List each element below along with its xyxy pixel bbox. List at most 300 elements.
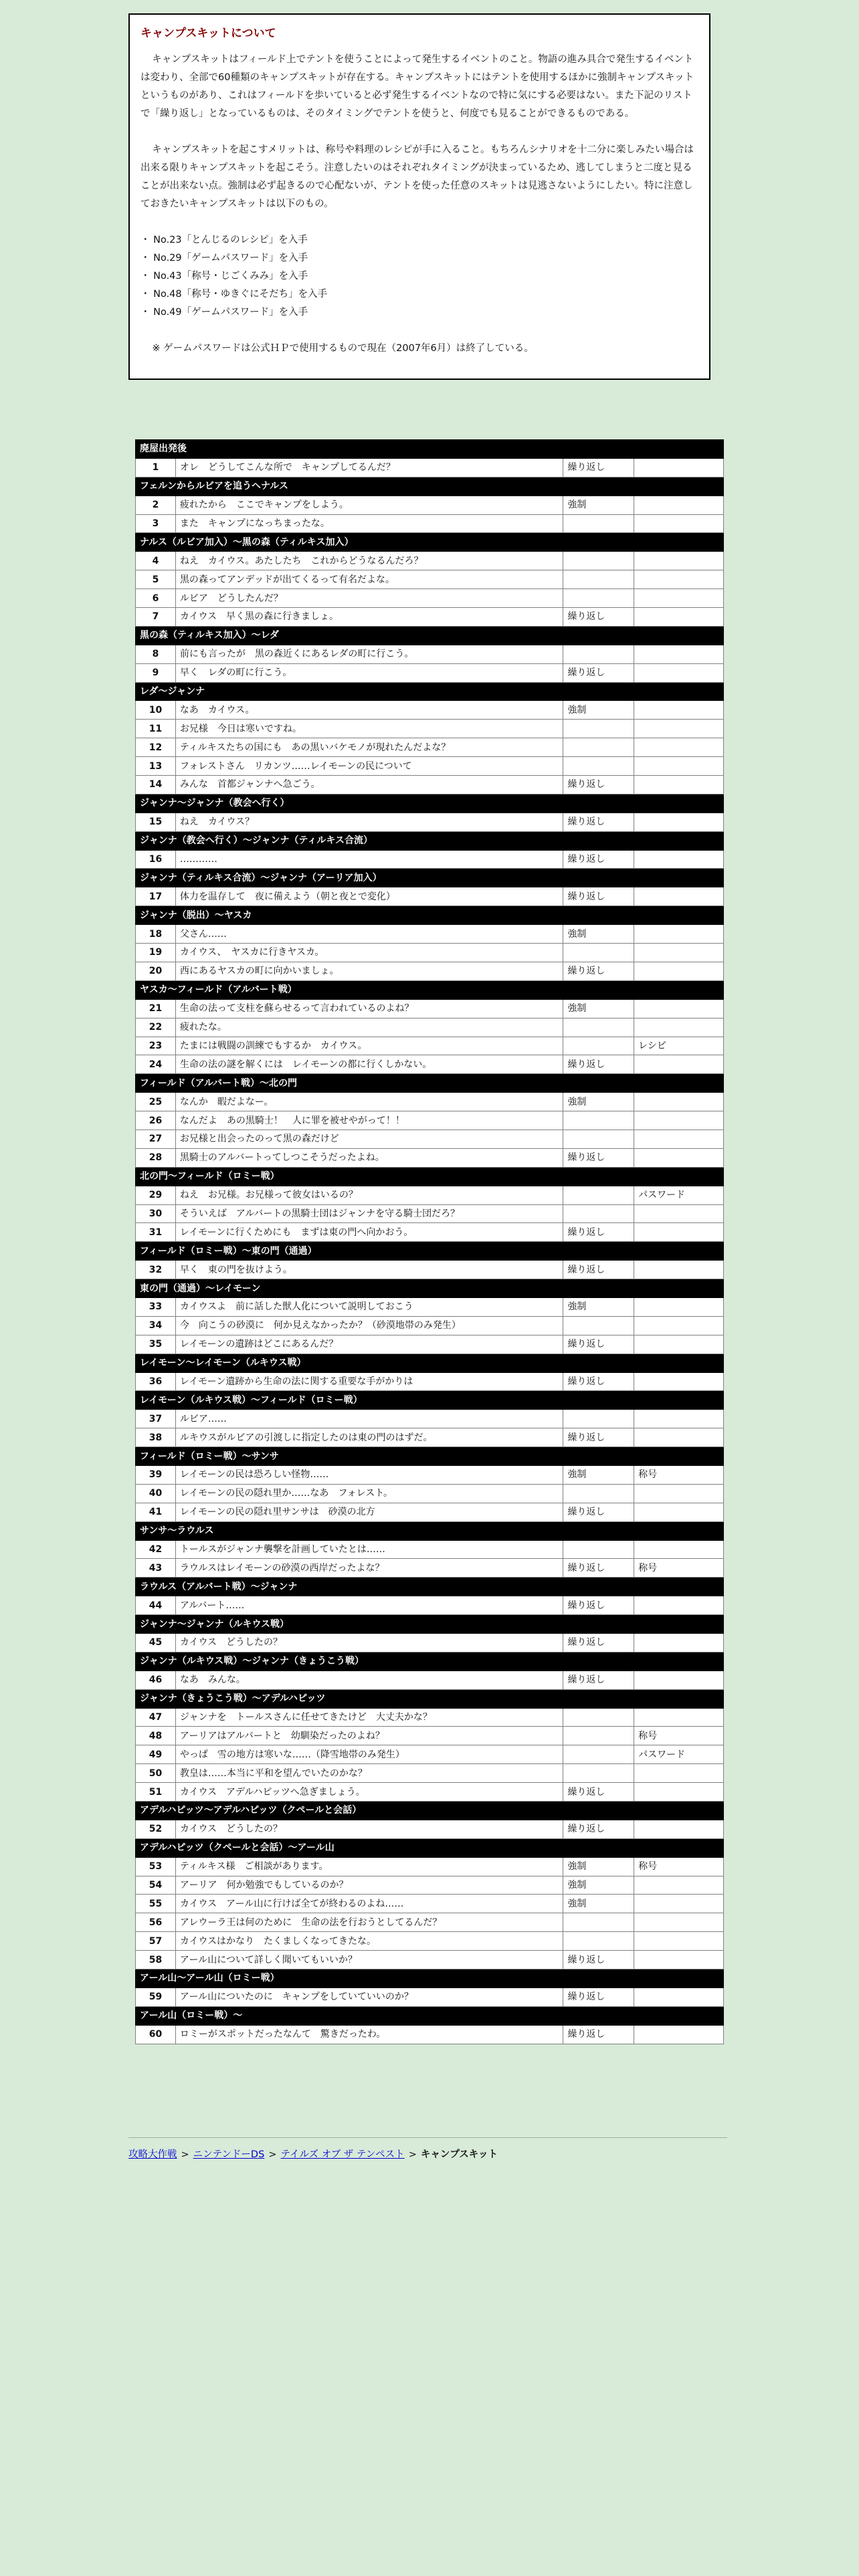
skit-type: 繰り返し [563,1820,634,1838]
skit-title: お兄様 今日は寒いですね。 [175,720,563,738]
skit-number: 20 [136,962,176,980]
skit-reward: 称号 [634,1857,724,1876]
info-title: キャンプスキットについて [140,27,276,40]
table-row [136,1727,724,1745]
section-header-row [136,1354,724,1372]
skit-title: レイモーンの民の隠れ里か……なあ フォレスト。 [175,1484,563,1503]
skit-number: 29 [136,1186,176,1204]
table-row [136,1671,724,1689]
skit-title: 黒の森ってアンデッドが出てくるって有名だよな。 [175,570,563,589]
skit-reward [634,1764,724,1783]
skit-reward [634,663,724,682]
skit-title: ねえ お兄様。お兄様って彼女はいるの？ [175,1186,563,1204]
skit-type: 繰り返し [563,1634,634,1652]
section-header-row [136,1615,724,1634]
table-row [136,1988,724,2006]
skit-title: ルキウスがルビアの引渡しに指定したのは東の門のはずだ。 [175,1428,563,1447]
section-header-row [136,831,724,850]
skit-reward: 称号 [634,1559,724,1578]
skit-number: 2 [136,496,176,514]
skit-reward [634,1708,724,1727]
table-row [136,1932,724,1951]
table-row [136,1148,724,1167]
skit-number: 54 [136,1876,176,1895]
skit-number: 27 [136,1130,176,1148]
table-row [136,1093,724,1111]
table-row [136,1783,724,1802]
skit-reward [634,496,724,514]
list-item: ・ No.48「称号・ゆきぐにそだち」を入手 [140,286,698,304]
skit-reward [634,1018,724,1037]
skit-type [563,514,634,533]
skit-type: 強制 [563,1895,634,1913]
skit-number: 45 [136,1634,176,1652]
skit-reward [634,1783,724,1802]
skit-reward: パスワード [634,1186,724,1204]
skit-type [563,1745,634,1764]
skit-title: レイモーンの遺跡はどこにあるんだ？ [175,1335,563,1354]
section-title: アール山（ロミー戦）～ [136,2006,724,2025]
skit-type: 繰り返し [563,608,634,627]
skit-type: 繰り返し [563,1261,634,1279]
skit-title: みんな 首都ジャンナへ急ごう。 [175,776,563,794]
skit-number: 26 [136,1111,176,1130]
skit-number: 58 [136,1951,176,1969]
table-row [136,1186,724,1204]
skit-title: 疲れたな。 [175,1018,563,1037]
breadcrumb-separator: > [181,2149,189,2160]
section-title: ジャンナ（ルキウス戦）～ジャンナ（きょうこう戦） [136,1652,724,1671]
skit-title: ティルキスたちの国にも あの黒いバケモノが現れたんだよな？ [175,738,563,757]
skit-number: 17 [136,887,176,906]
section-title: アデルハピッツ～アデルハピッツ（クペールと会話） [136,1802,724,1820]
skit-title: ねえ カイウス？ [175,813,563,831]
skit-type [563,645,634,663]
table-row [136,1951,724,1969]
skit-reward [634,1372,724,1391]
skit-number: 23 [136,1037,176,1055]
skit-number: 55 [136,1895,176,1913]
skit-title: カイウス アデルハピッツへ急ぎましょう。 [175,1783,563,1802]
skit-title: 体力を温存して 夜に備えよう（朝と夜とで変化） [175,887,563,906]
section-title: ラウルス（アルバート戦）～ジャンナ [136,1578,724,1596]
skit-title: 今 向こうの砂漠に 何か見えなかったか？（砂漠地帯のみ発生） [175,1316,563,1335]
section-header-row [136,1074,724,1093]
skit-title: また キャンプになっちまったな。 [175,514,563,533]
skit-type: 繰り返し [563,663,634,682]
table-row [136,589,724,608]
section-title: フィールド（アルバート戦）～北の門 [136,1074,724,1093]
skit-reward [634,1820,724,1838]
breadcrumb [128,2147,498,2161]
skit-number: 34 [136,1316,176,1335]
section-header-row [136,1391,724,1410]
section-title: 廃屋出発後 [136,440,724,459]
skit-reward: レシピ [634,1037,724,1055]
skit-reward: 称号 [634,1465,724,1484]
table-row [136,925,724,944]
skit-type: 繰り返し [563,776,634,794]
skit-number: 51 [136,1783,176,1802]
table-row [136,1335,724,1354]
table-row [136,1428,724,1447]
skit-number: 5 [136,570,176,589]
skit-type [563,1130,634,1148]
skit-reward [634,944,724,962]
breadcrumb-link-game[interactable]: テイルズ オブ ザ テンペスト [280,2149,405,2160]
table-row [136,1596,724,1615]
table-row [136,552,724,570]
breadcrumb-separator: > [408,2149,417,2160]
skit-reward: パスワード [634,1745,724,1764]
skit-type: 強制 [563,1465,634,1484]
skit-reward [634,1988,724,2006]
skit-title: カイウスよ 前に話した獣人化について説明しておこう [175,1297,563,1316]
skit-number: 25 [136,1093,176,1111]
skit-title: カイウス どうしたの？ [175,1634,563,1652]
skit-reward [634,1913,724,1932]
skit-reward [634,1951,724,1969]
skit-number: 47 [136,1708,176,1727]
section-title: ジャンナ～ジャンナ（教会へ行く） [136,794,724,813]
section-title: サンサ～ラウルス [136,1521,724,1540]
section-title: レイモーン（ルキウス戦）～フィールド（ロミー戦） [136,1391,724,1410]
skit-reward [634,1634,724,1652]
skit-type: 繰り返し [563,813,634,831]
section-title: フィールド（ロミー戦）～サンサ [136,1447,724,1466]
skit-title: 父さん…… [175,925,563,944]
skit-reward [634,1111,724,1130]
skit-reward [634,1261,724,1279]
table-row [136,645,724,663]
skit-reward [634,850,724,869]
skit-number: 32 [136,1261,176,1279]
skit-number: 21 [136,999,176,1018]
table-row [136,1111,724,1130]
skit-title: カイウス 早く黒の森に行きましょ。 [175,608,563,627]
section-title: 東の門（通過）～レイモーン [136,1279,724,1298]
skit-type [563,552,634,570]
skit-reward [634,925,724,944]
skit-type: 強制 [563,1876,634,1895]
skit-title: やっぱ 雪の地方は寒いな……（降雪地帯のみ発生） [175,1745,563,1764]
skit-title: レイモーン遺跡から生命の法に関する重要な手がかりは [175,1372,563,1391]
table-row [136,1316,724,1335]
section-title: レダ～ジャンナ [136,682,724,701]
table-row [136,776,724,794]
skit-title: ロミーがスポットだったなんて 驚きだったわ。 [175,2025,563,2044]
skit-number: 38 [136,1428,176,1447]
skit-type [563,720,634,738]
skit-number: 8 [136,645,176,663]
section-header-row [136,477,724,496]
table-row [136,458,724,477]
skit-number: 48 [136,1727,176,1745]
skit-number: 16 [136,850,176,869]
skit-number: 22 [136,1018,176,1037]
skit-type [563,1708,634,1727]
breadcrumb-link-home[interactable]: 攻略大作戦 [128,2149,177,2160]
list-item: ・ No.29「ゲームパスワード」を入手 [140,249,698,267]
skit-title: ティルキス様 ご相談があります。 [175,1857,563,1876]
table-row [136,1913,724,1932]
skit-reward [634,757,724,776]
skit-number: 12 [136,738,176,757]
skit-type: 繰り返し [563,962,634,980]
section-header-row [136,2006,724,2025]
skit-type: 強制 [563,1857,634,1876]
table-row [136,850,724,869]
skit-title: ルビア どうしたんだ？ [175,589,563,608]
table-row [136,757,724,776]
section-header-row [136,440,724,459]
skit-title: カイウス アール山に行けば全てが終わるのよね…… [175,1895,563,1913]
skit-number: 28 [136,1148,176,1167]
skit-title: 黒騎士のアルバートってしつこそうだったよね。 [175,1148,563,1167]
section-title: 北の門～フィールド（ロミー戦） [136,1167,724,1186]
section-header-row [136,682,724,701]
skit-number: 42 [136,1540,176,1559]
skit-number: 52 [136,1820,176,1838]
skit-reward [634,720,724,738]
skit-title: 教皇は……本当に平和を望んでいたのかな？ [175,1764,563,1783]
skit-type: 繰り返し [563,1988,634,2006]
list-item: ・ No.49「ゲームパスワード」を入手 [140,304,698,322]
skit-title: フォレストさん リカンツ……レイモーンの民について [175,757,563,776]
info-paragraph-1: キャンプスキットはフィールド上でテントを使うことによって発生するイベントのこと。物語の進み具合で発生するイベントは変わり、全部で60種類のキャンプスキットが存在する。キャンプスキットにはテントを使用するほかに強制キャンプスキットというものがあり、これはフィールドを歩いていると必ず発生するイベントなので特に気にする必要はない。また下記のリストで「繰り返し」となっているものは、そのタイミングでテントを使うと、何度でも見ることができるものである。 [140,54,694,119]
skit-type: 繰り返し [563,1671,634,1689]
section-header-row [136,1578,724,1596]
table-row [136,1559,724,1578]
skit-type: 強制 [563,701,634,720]
skit-type [563,1932,634,1951]
skit-reward [634,552,724,570]
skit-type: 繰り返し [563,1372,634,1391]
skit-number: 44 [136,1596,176,1615]
breadcrumb-separator: > [268,2149,277,2160]
section-title: アール山～アール山（ロミー戦） [136,1969,724,1988]
skit-reward [634,701,724,720]
skit-title: レイモーンの民の隠れ里サンサは 砂漠の北方 [175,1503,563,1521]
table-row [136,1037,724,1055]
section-header-row [136,1447,724,1466]
skit-title: ルビア…… [175,1410,563,1428]
skit-title: ………… [175,850,563,869]
table-row [136,813,724,831]
table-row [136,1764,724,1783]
skit-reward [634,1932,724,1951]
skit-number: 36 [136,1372,176,1391]
section-header-row [136,980,724,999]
section-title: ジャンナ（ティルキス合流）～ジャンナ（アーリア加入） [136,869,724,887]
breadcrumb-link-ds[interactable]: ニンテンドーDS [193,2149,265,2160]
section-title: レイモーン～レイモーン（ルキウス戦） [136,1354,724,1372]
skit-title: アール山についたのに キャンプをしていていいのか？ [175,1988,563,2006]
skit-reward [634,1148,724,1167]
skit-reward [634,1297,724,1316]
section-title: 黒の森（ティルキス加入）～レダ [136,626,724,645]
skit-reward [634,1093,724,1111]
table-row [136,1204,724,1223]
skit-type: 繰り返し [563,1223,634,1242]
skit-number: 41 [136,1503,176,1521]
skit-number: 39 [136,1465,176,1484]
skit-type: 繰り返し [563,850,634,869]
camp-skit-info-box [128,13,710,380]
list-item: ・ No.23「とんじるのレシピ」を入手 [140,231,698,249]
skit-reward [634,589,724,608]
password-note: ※ ゲームパスワードは公式ＨＰで使用するもので現在（2007年6月）は終了している。 [152,343,534,354]
skit-type [563,738,634,757]
table-row [136,701,724,720]
skit-type: 繰り返し [563,1559,634,1578]
skit-type: 強制 [563,925,634,944]
section-title: ジャンナ（脱出）～ヤスカ [136,906,724,925]
table-row [136,1130,724,1148]
skit-number: 46 [136,1671,176,1689]
table-row [136,1297,724,1316]
table-row [136,1410,724,1428]
skit-type [563,1037,634,1055]
skit-number: 10 [136,701,176,720]
skit-number: 30 [136,1204,176,1223]
section-header-row [136,1969,724,1988]
skit-number: 49 [136,1745,176,1764]
section-header-row [136,1242,724,1261]
info-paragraph-2: キャンプスキットを起こすメリットは、称号や料理のレシピが手に入ること。もちろんシナリオを十二分に楽しみたい場合は出来る限りキャンプスキットを起こそう。注意したいのはそれぞれタイミングが決まっているため、逃してしまうと二度と見ることが出来ない点。強制は必ず起きるので心配ないが、テントを使った任意のスキットは見逃さないようにしたい。特に注意しておきたいキャンプスキットは以下のもの。 [140,144,694,209]
skit-reward [634,1540,724,1559]
skit-title: ジャンナを トールスさんに任せてきたけど 大丈夫かな？ [175,1708,563,1727]
skit-title: お兄様と出会ったのって黒の森だけど [175,1130,563,1148]
table-row [136,1634,724,1652]
table-row [136,1261,724,1279]
table-row [136,1745,724,1764]
skit-reward: 称号 [634,1727,724,1745]
skit-type [563,1410,634,1428]
skit-number: 53 [136,1857,176,1876]
skit-reward [634,1895,724,1913]
skit-type [563,1764,634,1783]
skit-title: 生命の法って支柱を蘇らせるって言われているのよね？ [175,999,563,1018]
skit-type: 繰り返し [563,2025,634,2044]
skit-title: カイウスはかなり たくましくなってきたな。 [175,1932,563,1951]
table-row [136,1540,724,1559]
skit-reward [634,1204,724,1223]
skit-type: 繰り返し [563,887,634,906]
skit-reward [634,608,724,627]
skit-number: 60 [136,2025,176,2044]
skit-type: 繰り返し [563,1951,634,1969]
skit-title: アルバート…… [175,1596,563,1615]
skit-reward [634,1055,724,1074]
breadcrumb-current: キャンプスキット [420,2149,498,2160]
skit-reward [634,645,724,663]
section-header-row [136,1802,724,1820]
section-title: ジャンナ～ジャンナ（ルキウス戦） [136,1615,724,1634]
table-row [136,1895,724,1913]
section-header-row [136,1838,724,1857]
skit-title: アーリアはアルバートと 幼馴染だったのよね？ [175,1727,563,1745]
skit-title: 早く 東の門を抜けよう。 [175,1261,563,1279]
skit-title: なあ カイウス。 [175,701,563,720]
skit-reward [634,1335,724,1354]
skit-reward [634,962,724,980]
skit-title: 生命の法の謎を解くには レイモーンの都に行くしかない。 [175,1055,563,1074]
skit-number: 40 [136,1484,176,1503]
skit-number: 11 [136,720,176,738]
skit-number: 14 [136,776,176,794]
skit-number: 9 [136,663,176,682]
skit-number: 37 [136,1410,176,1428]
section-title: アデルハピッツ（クペールと会話）～アール山 [136,1838,724,1857]
skit-title: ラウルスはレイモーンの砂漠の西岸だったよな？ [175,1559,563,1578]
divider [128,2137,727,2138]
skit-type [563,1204,634,1223]
skit-number: 1 [136,458,176,477]
table-row [136,1484,724,1503]
skit-title: カイウス、 ヤスカに行きヤスカ。 [175,944,563,962]
skit-number: 24 [136,1055,176,1074]
table-row [136,1465,724,1484]
skit-title: たまには戦闘の訓練でもするか カイウス。 [175,1037,563,1055]
table-row [136,1876,724,1895]
section-title: ジャンナ（教会へ行く）～ジャンナ（ティルキス合流） [136,831,724,850]
table-row [136,663,724,682]
skit-type: 繰り返し [563,1503,634,1521]
skit-number: 43 [136,1559,176,1578]
table-row [136,999,724,1018]
skit-number: 7 [136,608,176,627]
skit-reward [634,570,724,589]
skit-type: 繰り返し [563,458,634,477]
skit-number: 18 [136,925,176,944]
skit-title: なんか 暇だよなー。 [175,1093,563,1111]
table-row [136,1223,724,1242]
skit-type: 繰り返し [563,1596,634,1615]
section-header-row [136,1652,724,1671]
skit-reward [634,1503,724,1521]
skit-type [563,1540,634,1559]
table-row [136,1857,724,1876]
section-header-row [136,794,724,813]
section-header-row [136,1279,724,1298]
skit-reward [634,1428,724,1447]
skit-title: ねえ カイウス。あたしたち これからどうなるんだろ？ [175,552,563,570]
skit-number: 19 [136,944,176,962]
skit-reward [634,458,724,477]
skit-type: 繰り返し [563,1428,634,1447]
skit-reward [634,738,724,757]
skit-type [563,1484,634,1503]
skit-type [563,1018,634,1037]
skit-type [563,1316,634,1335]
table-row [136,720,724,738]
list-item: ・ No.43「称号・じごくみみ」を入手 [140,267,698,286]
section-title: フェルンからルビアを追うヘナルス [136,477,724,496]
section-header-row [136,626,724,645]
skit-number: 56 [136,1913,176,1932]
skit-title: アーリア 何か勉強でもしているのか？ [175,1876,563,1895]
skit-reward [634,1316,724,1335]
skit-type: 繰り返し [563,1335,634,1354]
table-row [136,887,724,906]
skit-title: なんだよ あの黒騎士！ 人に罪を被せやがって！！ [175,1111,563,1130]
skit-type [563,1111,634,1130]
section-header-row [136,1689,724,1708]
skit-number: 6 [136,589,176,608]
skit-type [563,944,634,962]
table-row [136,944,724,962]
